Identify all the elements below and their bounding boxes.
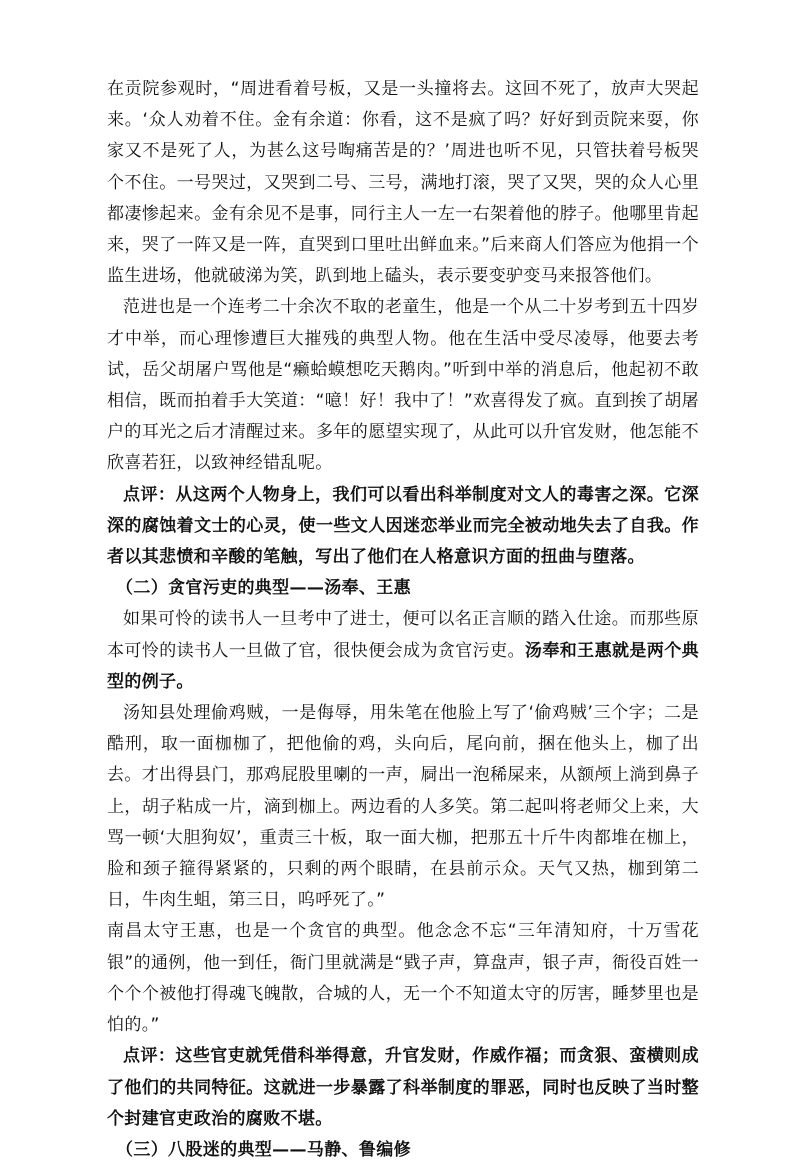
paragraph-fanjin: 范进也是一个连考二十余次不取的老童生，他是一个从二十岁考到五十四岁才中举，而心理惨遭巨大摧残的典型人物。他在生活中受尽凌辱，他要去考试，岳父胡屠户骂他是“癞蛤蟆想吃天鹅肉。”听到中举的消息后，他起初不敢相信，既而拍着手大笑道：“噫！好！我中了！”欢喜得发了疯。直到挨了胡屠户的耳光之后才清醒过来。多年的愿望实现了，从此可以升官发财，他怎能不欣喜若狂，以致神经错乱呢。 bbox=[107, 297, 699, 474]
paragraph-tangfeng: 汤知县处理偷鸡贼，一是侮辱，用朱笔在他脸上写了‘偷鸡贼’三个字；二是酷刑，取一面枷枷了，把他偷的鸡，头向后，尾向前，捆在他头上，枷了出去。才出得县门，那鸡屁股里喇的一声，屙出一泡稀屎来，从额颅上淌到鼻子上，胡子粘成一片，滴到枷上。两边看的人多笑。第二起叫将老师父上来，大骂一顿‘大胆狗奴’，重责三十板，取一面大枷，把那五十斤牛肉都堆在枷上，脸和颈子箍得紧紧的，只剩的两个眼睛，在县前示众。天气又热，枷到第二日，牛肉生蛆，第三日，呜呼死了。” bbox=[107, 703, 699, 911]
paragraph-wanghui: 南昌太守王惠，也是一个贪官的典型。他念念不忘“三年清知府，十万雪花银”的通例，他一到任，衙门里就满是“戥子声，算盘声，银子声，衙役百姓一个个个被他打得魂飞魄散，合城的人，无一个不知道太守的厉害，睡梦里也是怕的。” bbox=[107, 921, 699, 1036]
paragraph-zhoujin-exam-hall: 在贡院参观时，“周进看着号板，又是一头撞将去。这回不死了，放声大哭起来。‘众人劝着不住。金有余道：你看，这不是疯了吗？好好到贡院来耍，你家又不是死了人，为甚么这号啕痛苦是的？’周进也听不见，只管扶着号板哭个不住。一号哭过，又哭到二号、三号，满地打滚，哭了又哭，哭的众人心里都凄惨起来。金有余见不是事，同行主人一左一右架着他的脖子。他哪里肯起来，哭了一阵又是一阵，直哭到口里吐出鲜血来。”后来商人们答应为他捐一个监生进场，他就破涕为笑，趴到地上磕头，表示要变驴变马来报答他们。 bbox=[107, 79, 699, 287]
section-heading-2: （二）贪官污吏的典型——汤奉、王惠 bbox=[116, 578, 411, 599]
paragraph-officials-intro bbox=[107, 604, 699, 698]
officials-intro-bold: 汤奉和王惠就是两个典型的例子。 bbox=[107, 640, 699, 692]
paragraph-comment-1: 点评：从这两个人物身上，我们可以看出科举制度对文人的毒害之深。它深深的腐蚀着文士的心灵，使一些文人因迷恋举业而完全被动地失去了自我。作者以其悲愤和辛酸的笔触，写出了他们在人格意识方面的扭曲与堕落。 bbox=[107, 484, 699, 568]
paragraph-comment-2: 点评：这些官吏就凭借科举得意，升官发财，作威作福；而贪狠、蛮横则成了他们的共同特征。这就进一步暴露了科举制度的罪恶，同时也反映了当时整个封建官吏政治的腐败不堪。 bbox=[107, 1046, 699, 1129]
officials-intro-text: 如果可怜的读书人一旦考中了进士，便可以名正言顺的踏入仕途。而那些原本可怜的读书人一旦做了官，很快便会成为贪官污吏。 bbox=[107, 609, 699, 661]
section-heading-3: （三）八股迷的典型——马静、鲁编修 bbox=[116, 1139, 411, 1160]
document-page bbox=[107, 74, 699, 1166]
